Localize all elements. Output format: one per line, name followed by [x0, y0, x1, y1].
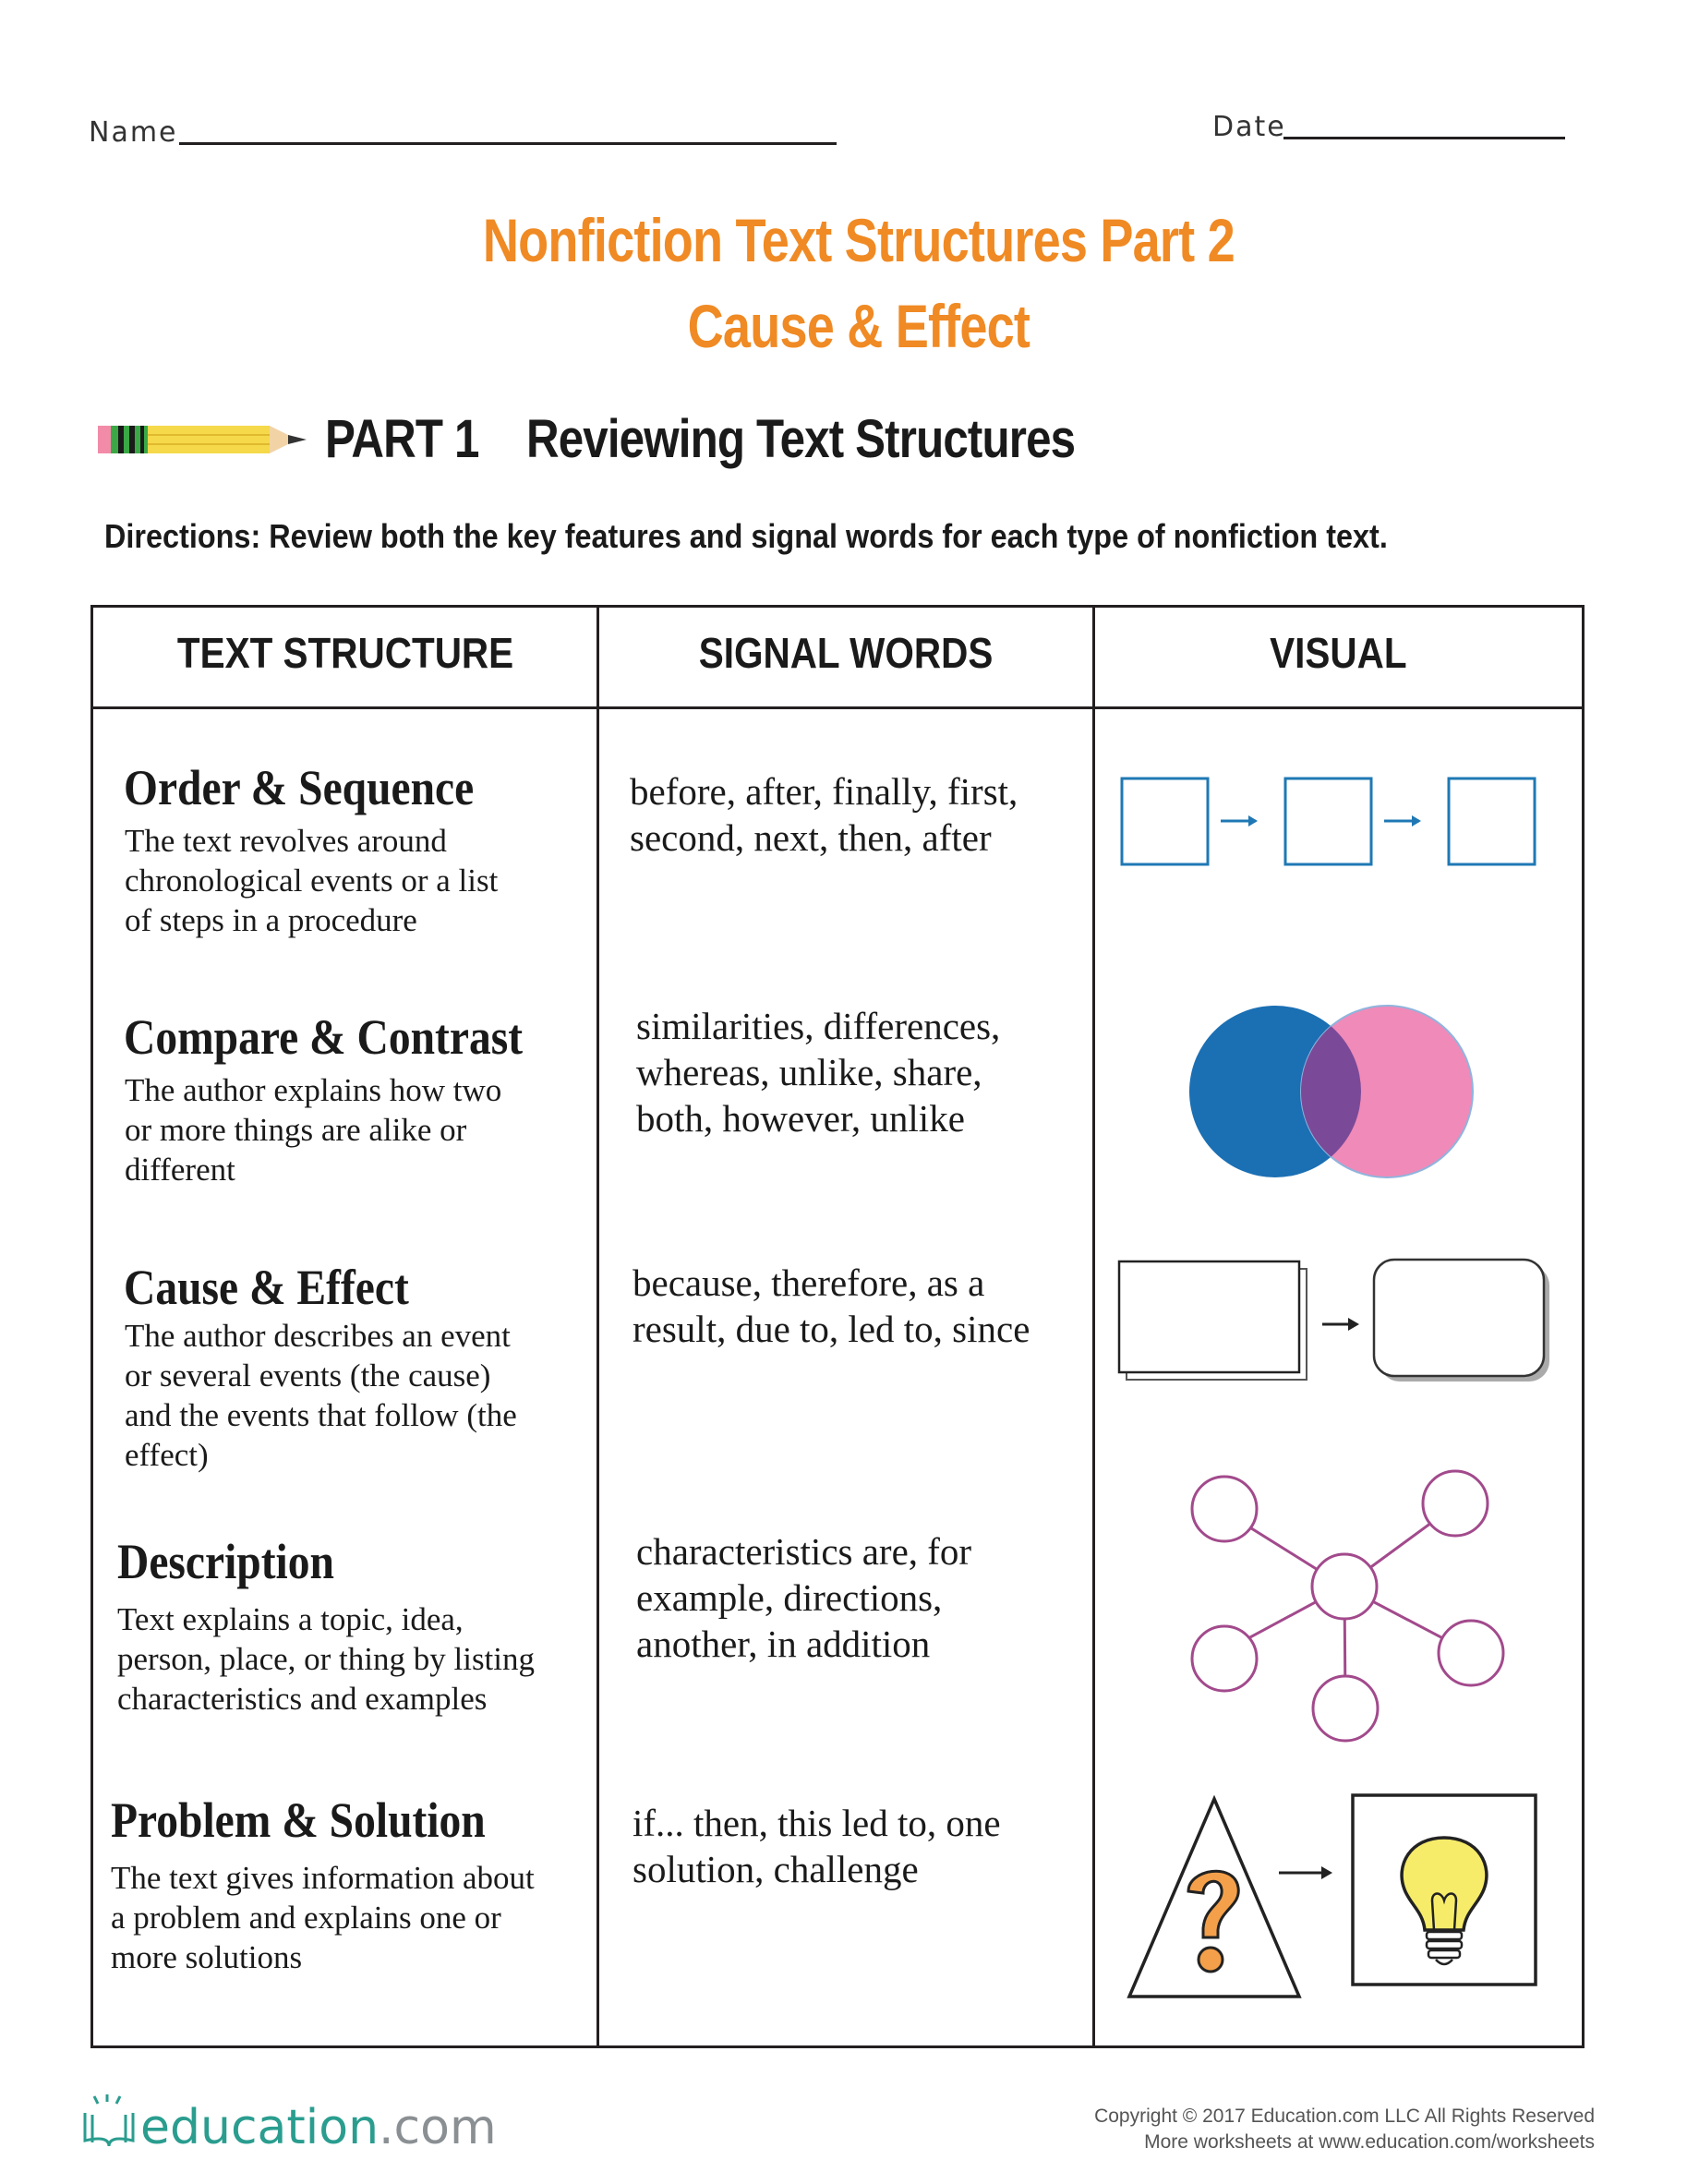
copyright-block: [1094, 2104, 1595, 2155]
header-signal-words: SIGNAL WORDS: [698, 629, 994, 677]
row-title-order-sequence: Order & Sequence: [124, 760, 475, 815]
date-field[interactable]: [1283, 137, 1565, 139]
row-title-cause-effect: Cause & Effect: [124, 1260, 409, 1315]
header-row-divider: [90, 706, 1585, 709]
row-title-problem-solution: Problem & Solution: [111, 1792, 486, 1848]
cause-effect-cards-icon: [1115, 1256, 1559, 1394]
logo-main-text: education: [140, 2100, 380, 2155]
row-title-compare-contrast: Compare & Contrast: [124, 1009, 524, 1065]
logo-suffix-text: .com: [379, 2100, 497, 2155]
row-desc-problem-solution: The text gives information about a problem and explains one or more solutions: [111, 1860, 535, 1975]
part-heading: PART 1 Reviewing Text Structures: [325, 409, 1076, 469]
header-visual: VISUAL: [1270, 629, 1407, 677]
row-desc-compare-contrast: The author explains how two or more things are alike or different: [125, 1072, 502, 1188]
copyright-line: Copyright © 2017 Education.com LLC All Rights Reserved: [1094, 2106, 1595, 2127]
signal-words-compare-contrast: similarities, differences, whereas, unlike, share, both, however, unlike: [636, 1005, 1001, 1140]
signal-words-cause-effect: because, therefore, as a result, due to, led to, since: [633, 1261, 1030, 1350]
signal-words-order-sequence: before, after, finally, first, second, next, then, after: [630, 770, 1018, 859]
row-desc-cause-effect: The author describes an event or several events (the cause) and the events that follow (the effect): [125, 1318, 517, 1473]
sequence-boxes-icon: [1119, 776, 1540, 868]
signal-words-problem-solution: if... then, this led to, one solution, challenge: [633, 1802, 1001, 1890]
directions-text: Directions: Review both the key features and signal words for each type of nonfiction text.: [104, 517, 1388, 555]
worksheet-title: Nonfiction Text Structures Part 2: [482, 206, 1235, 274]
date-label: Date: [1212, 111, 1286, 143]
row-desc-order-sequence: The text revolves around chronological events or a list of steps in a procedure: [125, 823, 499, 938]
row-title-description: Description: [117, 1534, 334, 1589]
worksheet-subtitle: Cause & Effect: [687, 292, 1030, 360]
row-desc-description: Text explains a topic, idea, person, place, or thing by listing characteristics and examples: [117, 1601, 536, 1717]
name-field[interactable]: [179, 142, 837, 145]
problem-solution-icon: [1122, 1792, 1547, 2004]
column-divider-2: [1092, 605, 1095, 2048]
column-divider-1: [596, 605, 599, 2048]
pencil-icon: [98, 420, 307, 459]
education-logo-icon: [78, 2094, 144, 2150]
header-text-structure: TEXT STRUCTURE: [176, 629, 513, 677]
education-logo[interactable]: [140, 2100, 497, 2155]
more-worksheets-link[interactable]: More worksheets at www.education.com/worksheets: [1144, 2131, 1595, 2153]
web-diagram-icon: [1182, 1468, 1505, 1745]
venn-diagram-icon: [1187, 1002, 1477, 1181]
signal-words-description: characteristics are, for example, directions, another, in addition: [636, 1530, 972, 1665]
name-label: Name: [89, 116, 178, 149]
